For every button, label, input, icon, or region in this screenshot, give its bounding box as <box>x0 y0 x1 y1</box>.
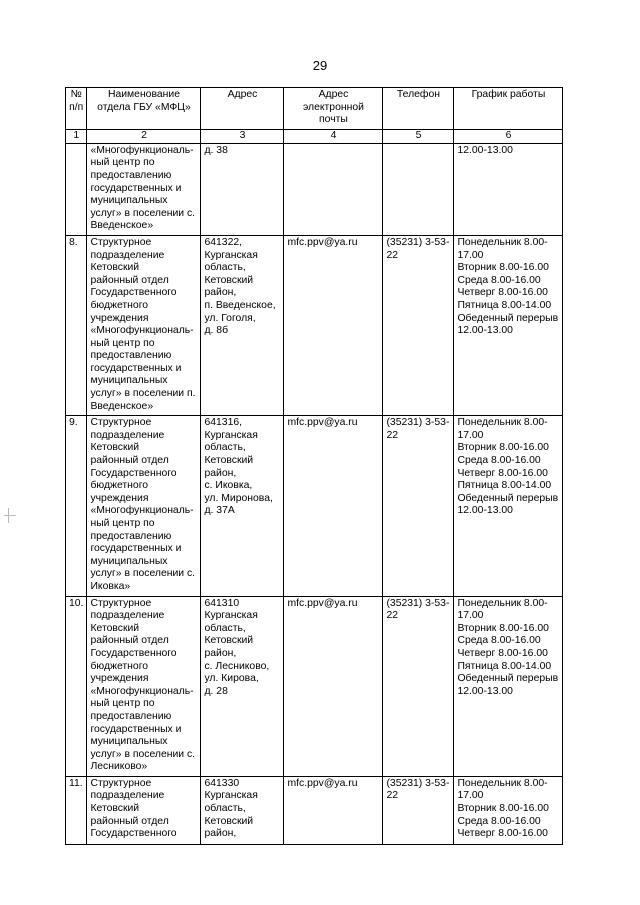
office-phone: (35231) 3-53- 22 <box>383 776 454 844</box>
office-address: д. 38 <box>201 143 284 235</box>
office-schedule: Понедельник 8.00- 17.00 Вторник 8.00-16.00 Среда 8.00-16.00 Четверг 8.00-16.00 Пятница 8.00-14.00 Обеденный перерыв 12.00-13.00 <box>454 596 563 776</box>
column-number: 5 <box>383 129 454 143</box>
column-number: 6 <box>454 129 563 143</box>
header-num: № п/п <box>66 88 87 130</box>
table-row <box>66 143 563 235</box>
header-phone: Телефон <box>383 88 454 130</box>
table-row <box>66 596 563 776</box>
office-address: 641310 Курганская область, Кетовский район, с. Лесниково, ул. Кирова, д. 28 <box>201 596 284 776</box>
office-name: Структурное подразделение Кетовский районный отдел Государственного <box>87 776 201 844</box>
office-schedule: 12.00-13.00 <box>454 143 563 235</box>
office-phone: (35231) 3-53- 22 <box>383 596 454 776</box>
office-phone <box>383 143 454 235</box>
header-email: Адрес электронной почты <box>284 88 383 130</box>
header-row <box>66 88 563 130</box>
row-number: 10. <box>66 596 87 776</box>
header-address: Адрес <box>201 88 284 130</box>
office-schedule: Понедельник 8.00- 17.00 Вторник 8.00-16.00 Среда 8.00-16.00 Четверг 8.00-16.00 <box>454 776 563 844</box>
scan-mark <box>4 515 16 516</box>
office-schedule: Понедельник 8.00- 17.00 Вторник 8.00-16.00 Среда 8.00-16.00 Четверг 8.00-16.00 Пятница 8.00-14.00 Обеденный перерыв 12.00-13.00 <box>454 416 563 596</box>
office-email: mfc.ppv@ya.ru <box>284 416 383 596</box>
office-email: mfc.ppv@ya.ru <box>284 596 383 776</box>
table-row <box>66 235 563 415</box>
column-number: 3 <box>201 129 284 143</box>
office-schedule: Понедельник 8.00- 17.00 Вторник 8.00-16.00 Среда 8.00-16.00 Четверг 8.00-16.00 Пятница 8.00-14.00 Обеденный перерыв 12.00-13.00 <box>454 235 563 415</box>
table-row <box>66 776 563 844</box>
table-row <box>66 416 563 596</box>
row-number: 8. <box>66 235 87 415</box>
scan-mark <box>8 508 9 523</box>
office-email <box>284 143 383 235</box>
column-number-row <box>66 129 563 143</box>
column-number: 2 <box>87 129 201 143</box>
office-phone: (35231) 3-53- 22 <box>383 235 454 415</box>
office-name: «Многофункциональ- ный центр по предоставлению государственных и муниципальных услуг» в поселении с. Введенское» <box>87 143 201 235</box>
column-number: 4 <box>284 129 383 143</box>
office-address: 641322, Курганская область, Кетовский район, п. Введенское, ул. Гоголя, д. 8б <box>201 235 284 415</box>
office-name: Структурное подразделение Кетовский районный отдел Государственного бюджетного учреждения «Многофункциональ- ный центр по предоставлению государственных и муниципальных услуг» в поселении с. Лесниково» <box>87 596 201 776</box>
page-number: 29 <box>312 58 328 73</box>
column-number: 1 <box>66 129 87 143</box>
office-name: Структурное подразделение Кетовский районный отдел Государственного бюджетного учреждения «Многофункциональ- ный центр по предоставлению государственных и муниципальных услуг» в поселении п. Введенское» <box>87 235 201 415</box>
office-phone: (35231) 3-53- 22 <box>383 416 454 596</box>
row-number: 9. <box>66 416 87 596</box>
office-address: 641330 Курганская область, Кетовский район, <box>201 776 284 844</box>
office-name: Структурное подразделение Кетовский районный отдел Государственного бюджетного учреждения «Многофункциональ- ный центр по предоставлению государственных и муниципальных услуг» в поселении с. Иковка» <box>87 416 201 596</box>
office-email: mfc.ppv@ya.ru <box>284 235 383 415</box>
header-name: Наименование отдела ГБУ «МФЦ» <box>87 88 201 130</box>
mfc-offices-table <box>65 87 563 845</box>
header-schedule: График работы <box>454 88 563 130</box>
office-address: 641316, Курганская область, Кетовский район, с. Иковка, ул. Миронова, д. 37А <box>201 416 284 596</box>
row-number <box>66 143 87 235</box>
office-email: mfc.ppv@ya.ru <box>284 776 383 844</box>
row-number: 11. <box>66 776 87 844</box>
